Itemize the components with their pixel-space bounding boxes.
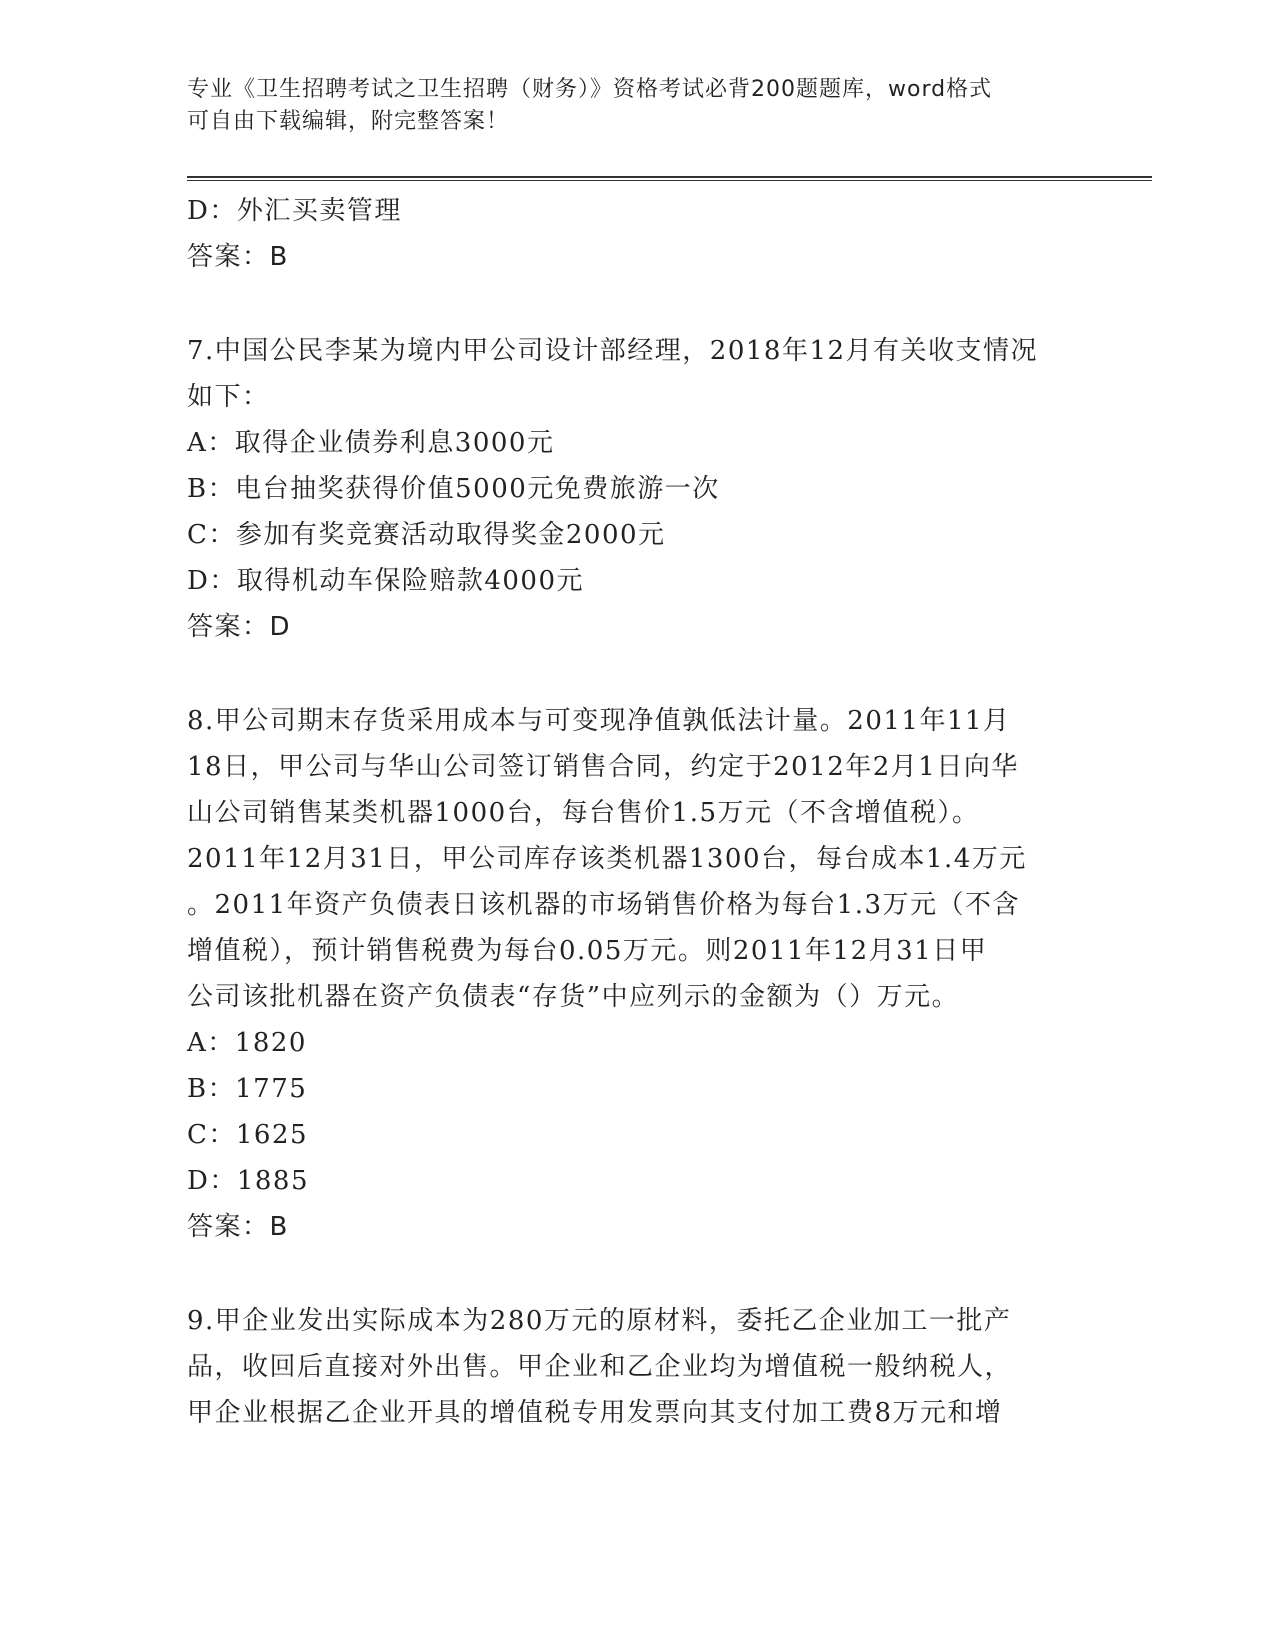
q7-option-d: D：取得机动车保险赔款4000元	[187, 566, 585, 596]
q8-stem-line-1: 8.甲公司期末存货采用成本与可变现净值孰低法计量。2011年11月	[187, 706, 1011, 736]
q9-stem-line-1: 9.甲企业发出实际成本为280万元的原材料，委托乙企业加工一批产	[187, 1306, 1012, 1336]
q8-stem-line-7: 公司该批机器在资产负债表“存货”中应列示的金额为（）万元。	[187, 982, 960, 1012]
header-line-2: 可自由下载编辑，附完整答案！	[187, 109, 510, 134]
q7-option-c: C：参加有奖竞赛活动取得奖金2000元	[187, 520, 666, 550]
question-7	[187, 328, 1087, 650]
header-line-1: 专业《卫生招聘考试之卫生招聘（财务）》资格考试必背200题题库，word格式	[187, 77, 993, 102]
q8-option-b: B：1775	[187, 1074, 308, 1104]
q6-answer: 答案：B	[187, 242, 289, 272]
header-divider	[187, 176, 1152, 181]
q7-stem-line-2: 如下：	[187, 382, 270, 412]
q7-answer: 答案：D	[187, 612, 292, 642]
question-8	[187, 698, 1087, 1250]
q8-stem-line-5: 。2011年资产负债表日该机器的市场销售价格为每台1.3万元（不含	[187, 890, 1021, 920]
q7-option-b: B：电台抽奖获得价值5000元免费旅游一次	[187, 474, 720, 504]
q7-stem-line-1: 7.中国公民李某为境内甲公司设计部经理，2018年12月有关收支情况	[187, 336, 1039, 366]
q8-option-a: A：1820	[187, 1028, 307, 1058]
q7-option-a: A：取得企业债券利息3000元	[187, 428, 555, 458]
q9-stem-line-2: 品，收回后直接对外出售。甲企业和乙企业均为增值税一般纳税人，	[187, 1352, 1013, 1382]
q8-stem-line-6: 增值税），预计销售税费为每台0.05万元。则2011年12月31日甲	[187, 936, 988, 966]
document-body	[187, 188, 1087, 1436]
spacer	[187, 1250, 1087, 1298]
q8-stem-line-3: 山公司销售某类机器1000台，每台售价1.5万元（不含增值税）。	[187, 798, 980, 828]
q8-option-c: C：1625	[187, 1120, 309, 1150]
page-header	[187, 74, 1067, 138]
q8-option-d: D：1885	[187, 1166, 310, 1196]
spacer	[187, 650, 1087, 698]
q8-stem-line-2: 18日，甲公司与华山公司签订销售合同，约定于2012年2月1日向华	[187, 752, 1019, 782]
q8-answer: 答案：B	[187, 1212, 289, 1242]
spacer	[187, 280, 1087, 328]
q9-stem-line-3: 甲企业根据乙企业开具的增值税专用发票向其支付加工费8万元和增	[187, 1398, 1003, 1428]
question-9	[187, 1298, 1087, 1436]
q8-stem-line-4: 2011年12月31日，甲公司库存该类机器1300台，每台成本1.4万元	[187, 844, 1027, 874]
q6-option-d: D：外汇买卖管理	[187, 196, 402, 226]
